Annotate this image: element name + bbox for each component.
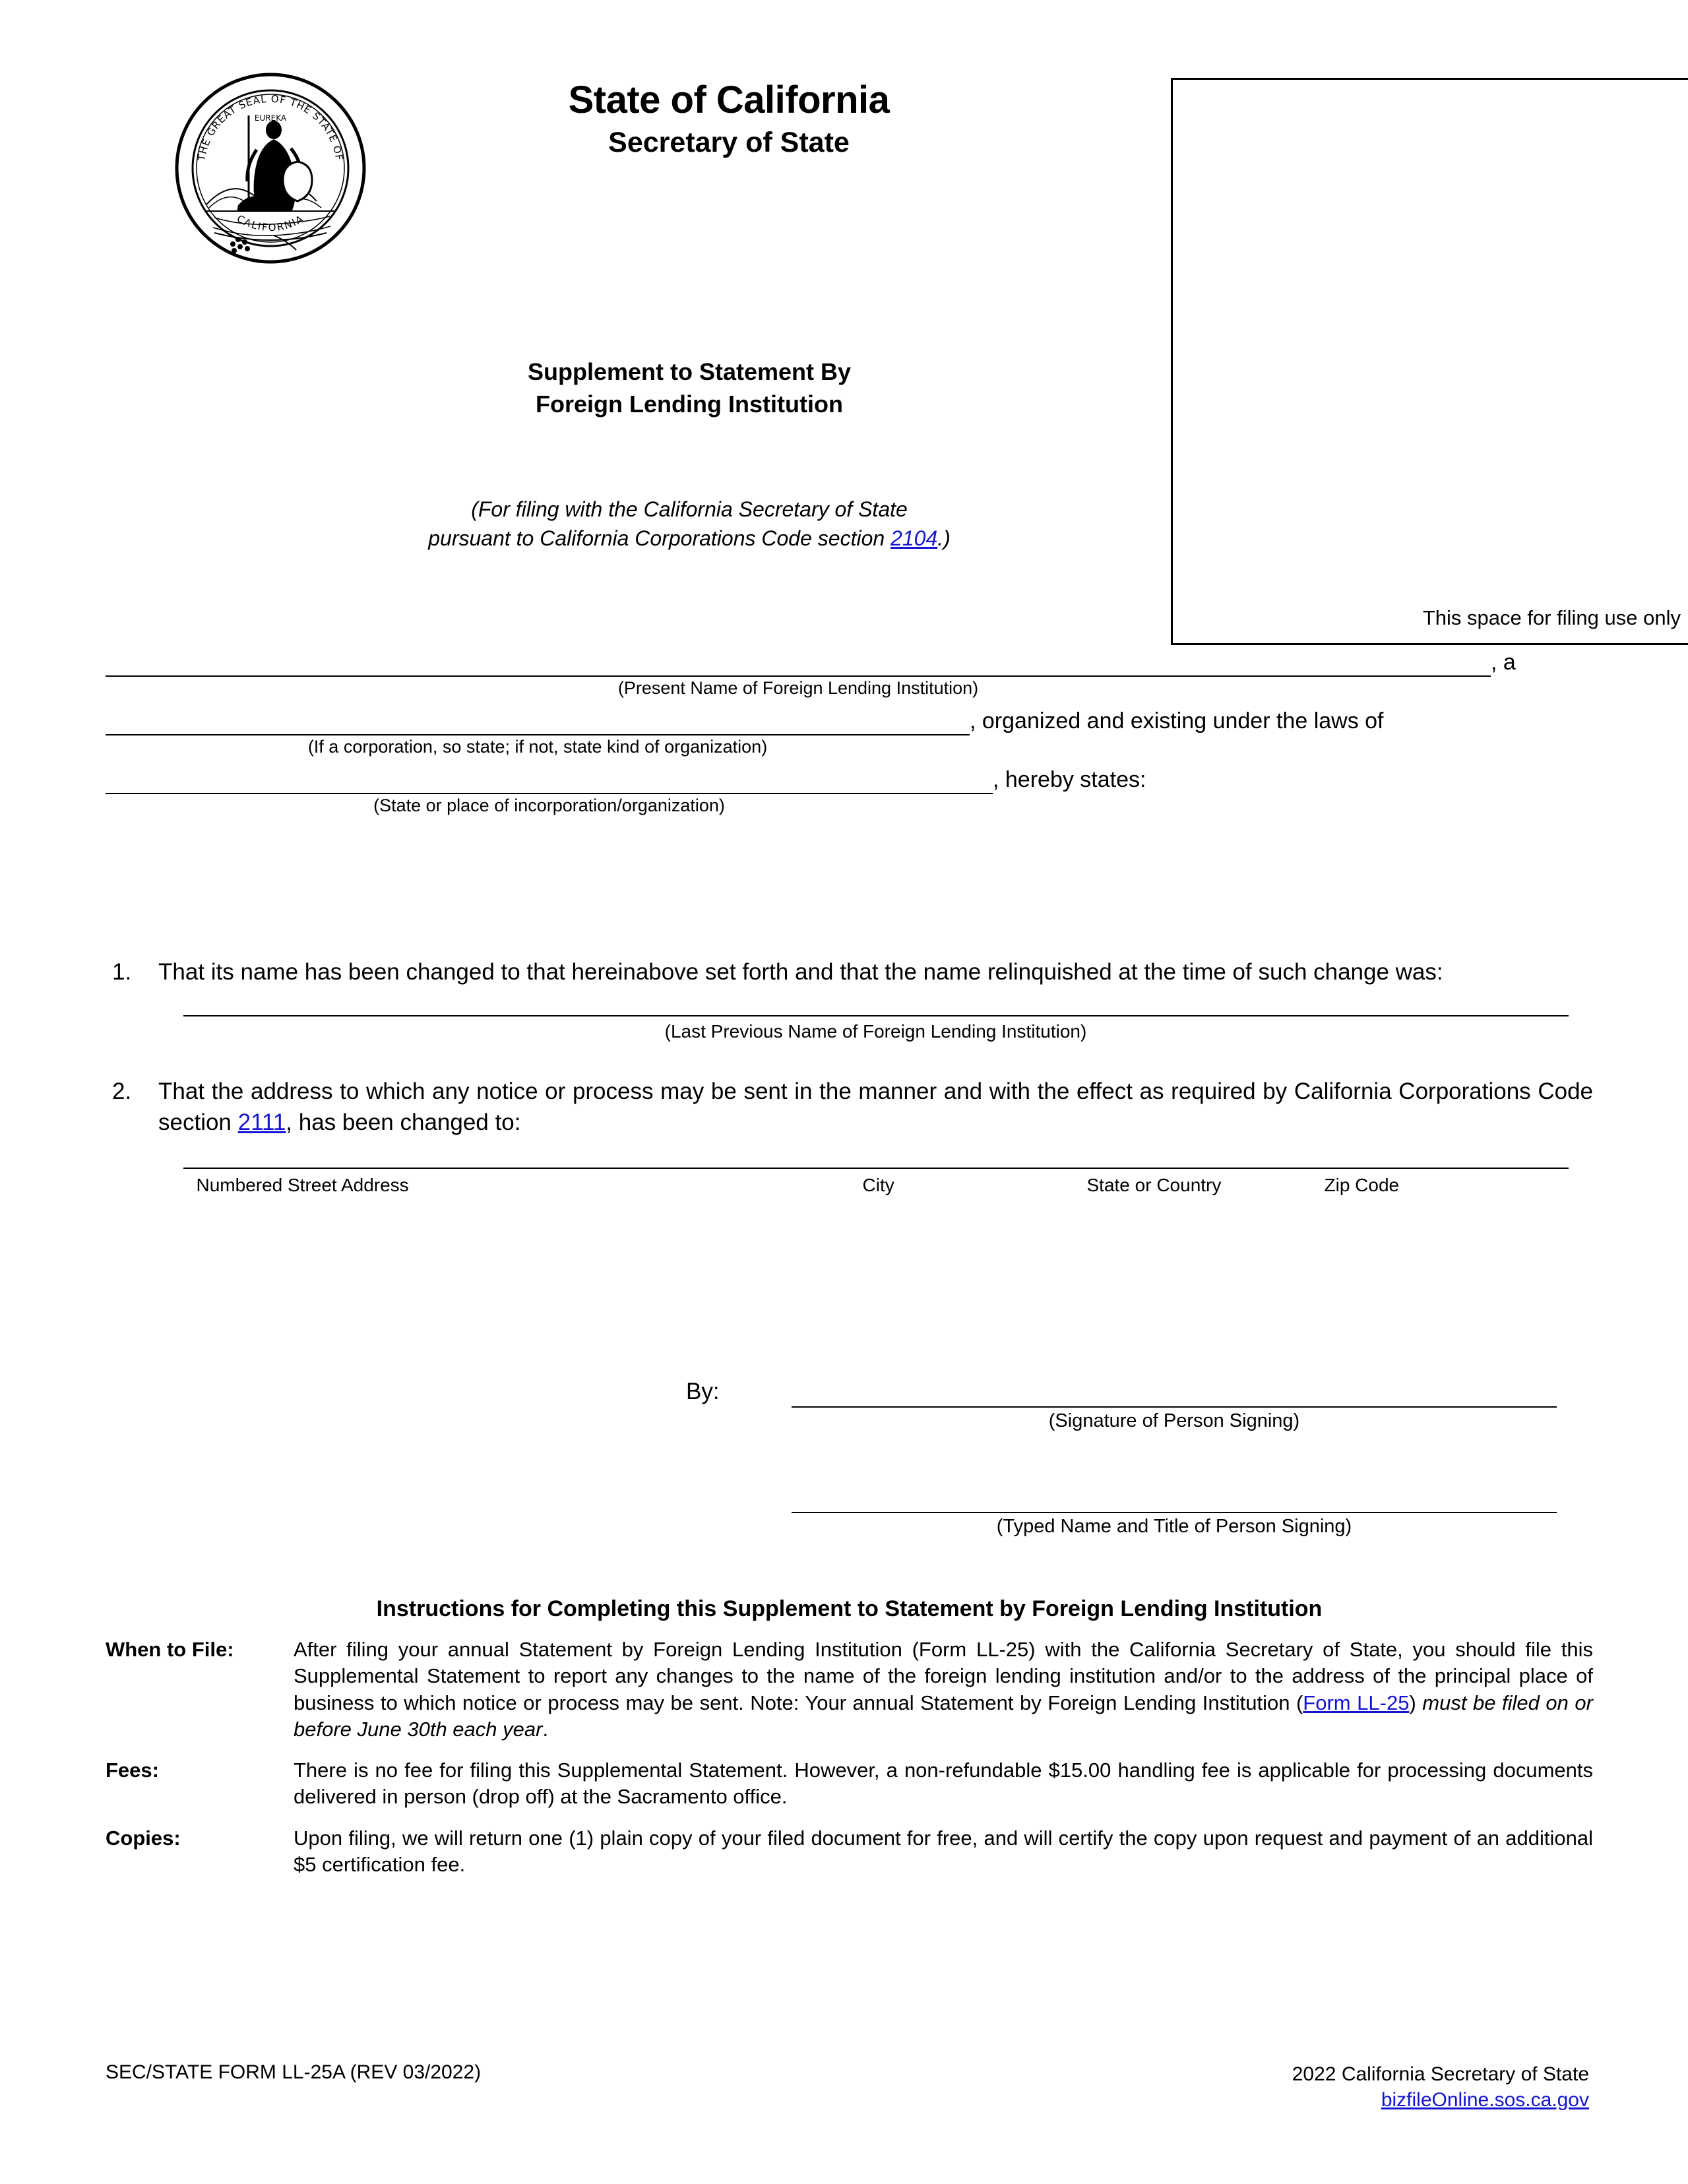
- code-section-2104-link[interactable]: 2104: [891, 526, 938, 551]
- organization-kind-trailer: , organized and existing under the laws of: [970, 708, 1384, 733]
- code-section-2111-link[interactable]: 2111: [237, 1109, 286, 1136]
- signature-caption: (Signature of Person Signing): [1048, 1410, 1300, 1431]
- form-subtitle: [323, 495, 1055, 553]
- copies-text: Upon filing, we will return one (1) plain copy of your filed document for free, and will certify the copy upon request and payment of an additional $5 certification fee.: [294, 1826, 1593, 1877]
- svg-text:CALIFORNIA: CALIFORNIA: [234, 212, 307, 234]
- copies-label: Copies:: [106, 1826, 181, 1850]
- statement-items: [106, 956, 1593, 1212]
- instructions-fees: [106, 1757, 1593, 1811]
- form-number: SEC/STATE FORM LL-25A (REV 03/2022): [106, 2061, 482, 2083]
- form-subtitle-line2: [323, 524, 1055, 553]
- organization-kind-row: [106, 705, 1593, 757]
- address-caption-street: Numbered Street Address: [196, 1174, 409, 1195]
- agency-title-block: [369, 79, 1088, 158]
- instructions-copies: [106, 1825, 1593, 1879]
- present-name-trailer: , a: [1491, 650, 1516, 675]
- form-title: [323, 356, 1055, 420]
- address-input[interactable]: [183, 1165, 1569, 1169]
- item-2-number: 2.: [112, 1078, 132, 1105]
- organization-kind-caption: (If a corporation, so state; if not, state kind of organization): [307, 737, 768, 757]
- instructions-section: [106, 1596, 1593, 1892]
- fees-text: There is no fee for filing this Supplemental Statement. However, a non-refundable $15.00 handling fee is applicable for processing documents delivered in person (drop off) at the Sacramento office.: [294, 1759, 1593, 1809]
- form-subtitle-line1: (For filing with the California Secretary of State: [471, 497, 908, 521]
- state-of-incorporation-row: [106, 764, 1593, 816]
- instructions-title: Instructions for Completing this Supplement to Statement by Foreign Lending Institution: [376, 1596, 1323, 1621]
- identification-fields: [106, 646, 1593, 823]
- state-seal-icon: [175, 69, 366, 267]
- present-name-row: [106, 646, 1593, 699]
- address-captions: [183, 1173, 1569, 1199]
- when-to-file-text-1: After filing your annual Statement by Foreign Lending Institution (Form LL-25) with the California Secretary of State, you should file this Supplemental Statement to report any changes to the name of the foreign lending institution and/or to the address of the principal place of business to which notice or process may be sent. Note: Your annual Statement by Foreign Lending Institution (: [294, 1638, 1593, 1714]
- typed-name-title-input[interactable]: [792, 1512, 1557, 1513]
- form-subtitle-post: .): [937, 526, 951, 551]
- present-name-caption: (Present Name of Foreign Lending Institution): [617, 678, 979, 698]
- instructions-when-to-file: [106, 1637, 1593, 1743]
- agency-subtitle: Secretary of State: [608, 126, 850, 158]
- by-label: By:: [686, 1379, 720, 1404]
- page-footer: [106, 2061, 1589, 2121]
- signature-block: [106, 1372, 1593, 1537]
- previous-name-caption: (Last Previous Name of Foreign Lending Institution): [664, 1021, 1087, 1042]
- bizfile-online-link[interactable]: bizfileOnline.sos.ca.gov: [1381, 2089, 1589, 2111]
- address-caption-state: State or Country: [1086, 1174, 1222, 1195]
- copyright-line: 2022 California Secretary of State: [1292, 2063, 1589, 2085]
- when-to-file-text-2: ): [1409, 1691, 1416, 1714]
- form-ll-25-link[interactable]: Form LL-25: [1303, 1691, 1410, 1714]
- item-2-text-post: , has been changed to:: [286, 1109, 521, 1136]
- item-1-text: That its name has been changed to that hereinabove set forth and that the name relinquished at the time of such change was:: [158, 959, 1443, 985]
- item-1-number: 1.: [112, 959, 132, 985]
- state-of-incorporation-input[interactable]: [106, 764, 993, 794]
- footer-right: [1292, 2061, 1589, 2113]
- organization-kind-input[interactable]: [106, 705, 970, 735]
- item-2-text-pre: That the address to which any notice or process may be sent in the manner and with the effect as required by California Corporations Code section: [158, 1078, 1593, 1136]
- filing-use-box: [1171, 78, 1688, 645]
- present-name-input[interactable]: [106, 646, 1491, 677]
- address-caption-zip: Zip Code: [1324, 1174, 1400, 1195]
- state-of-incorporation-trailer: , hereby states:: [993, 767, 1146, 792]
- agency-title: State of California: [568, 78, 890, 121]
- form-title-line2: Foreign Lending Institution: [536, 390, 843, 418]
- when-to-file-text-3: .: [542, 1717, 549, 1741]
- fees-label: Fees:: [106, 1759, 159, 1782]
- address-caption-city: City: [862, 1174, 894, 1195]
- when-to-file-italic: must be filed on or before June 30th each year: [294, 1691, 1593, 1741]
- signature-input[interactable]: [792, 1406, 1557, 1408]
- state-of-incorporation-caption: (State or place of incorporation/organization): [373, 796, 725, 815]
- form-subtitle-pre: pursuant to California Corporations Code section: [428, 526, 891, 551]
- filing-use-note: This space for filing use only: [1422, 606, 1681, 629]
- item-2: [106, 1076, 1593, 1199]
- when-to-file-label: When to File:: [106, 1638, 234, 1661]
- typed-name-title-caption: (Typed Name and Title of Person Signing): [996, 1516, 1352, 1537]
- form-title-line1: Supplement to Statement By: [527, 358, 852, 385]
- item-1: [106, 956, 1593, 1044]
- previous-name-input[interactable]: [183, 1013, 1569, 1016]
- form-header: [106, 40, 1681, 629]
- svg-text:THE GREAT SEAL OF THE STATE OF: THE GREAT SEAL OF THE STATE OF: [195, 92, 346, 162]
- svg-text:EUREKA: EUREKA: [254, 113, 287, 123]
